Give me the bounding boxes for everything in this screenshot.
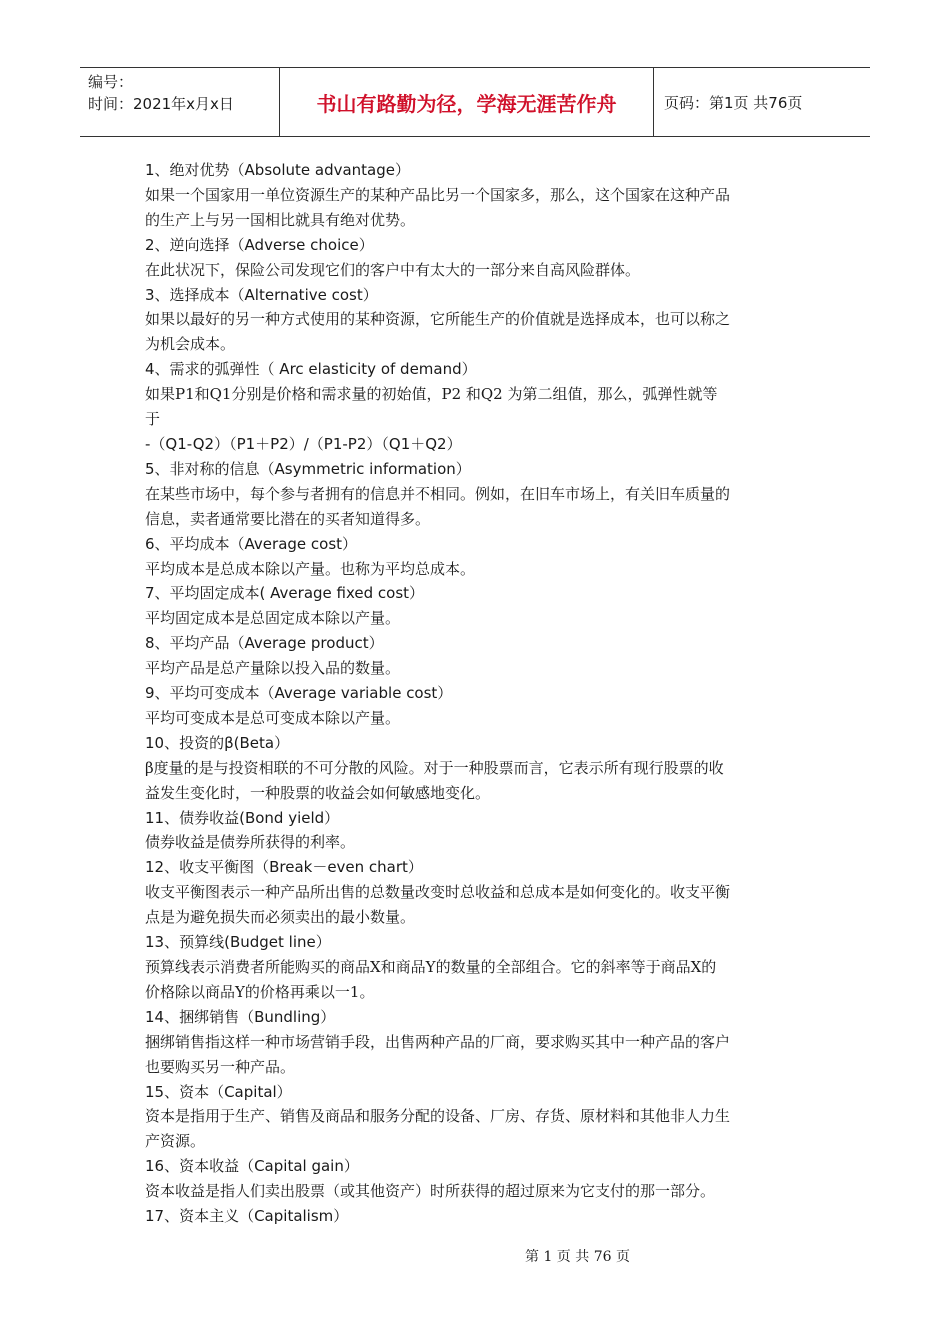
- definition-line: β度量的是与投资相联的不可分散的风险。对于一种股票而言，它表示所有现行股票的收: [145, 758, 724, 777]
- definition-line: 的生产上与另一国相比就具有绝对优势。: [145, 210, 416, 229]
- definition-line: 平均成本是总成本除以产量。也称为平均总成本。: [145, 559, 476, 578]
- term-heading: 16、资本收益（Capital gain）: [145, 1157, 359, 1176]
- term-heading: 1、绝对优势（Absolute advantage）: [145, 161, 410, 179]
- definition-line: 于: [145, 410, 161, 429]
- term-heading: 2、逆向选择（Adverse choice）: [145, 235, 374, 254]
- header-page-info: 页码：第1页 共76页: [664, 93, 803, 112]
- definition-line: 也要购买另一种产品。: [145, 1057, 296, 1076]
- definition-line: 如果P1和Q1分别是价格和需求量的初始值，P2 和Q2 为第二组值，那么，弧弹性就等: [145, 385, 718, 404]
- header-motto: 书山有路勤为径，学海无涯苦作舟: [280, 68, 654, 136]
- term-heading: 15、资本（Capital）: [145, 1082, 292, 1101]
- term-heading: 12、收支平衡图（Break－even chart）: [145, 858, 423, 877]
- term-heading: 7、平均固定成本( Average fixed cost）: [145, 584, 425, 603]
- definition-line: 预算线表示消费者所能购买的商品X和商品Y的数量的全部组合。它的斜率等于商品X的: [145, 958, 717, 976]
- header-meta: [80, 68, 280, 136]
- page-header: [80, 67, 870, 137]
- definition-line: 在某些市场中，每个参与者拥有的信息并不相同。例如，在旧车市场上，有关旧车质量的: [145, 484, 731, 503]
- definition-line: 平均固定成本是总固定成本除以产量。: [145, 609, 401, 628]
- term-heading: 11、债券收益(Bond yield）: [145, 808, 340, 827]
- definition-line: 资本收益是指人们卖出股票（或其他资产）时所获得的超过原来为它支付的那一部分。: [145, 1182, 716, 1201]
- definition-line: 在此状况下，保险公司发现它们的客户中有太大的一部分来自高风险群体。: [145, 260, 641, 279]
- number-label: 编号：: [88, 73, 134, 91]
- term-heading: 5、非对称的信息（Asymmetric information）: [145, 459, 471, 478]
- term-heading: 13、预算线(Budget line）: [145, 933, 331, 952]
- term-heading: 10、投资的β(Beta）: [145, 733, 290, 752]
- term-heading: 6、平均成本（Average cost）: [145, 534, 358, 553]
- definition-line: 价格除以商品Y的价格再乘以一1。: [145, 982, 375, 1001]
- definition-line: 为机会成本。: [145, 335, 236, 354]
- definition-line: 平均可变成本是总可变成本除以产量。: [145, 708, 401, 727]
- definition-line: 信息，卖者通常要比潜在的买者知道得多。: [145, 509, 431, 528]
- term-heading: 9、平均可变成本（Average variable cost）: [145, 684, 453, 703]
- definition-line: 资本是指用于生产、销售及商品和服务分配的设备、厂房、存货、原材料和其他非人力生: [145, 1107, 731, 1126]
- definition-line: 如果以最好的另一种方式使用的某种资源，它所能生产的价值就是选择成本，也可以称之: [145, 310, 731, 329]
- definition-line: 益发生变化时，一种股票的收益会如何敏感地变化。: [145, 783, 491, 802]
- term-heading: 4、需求的弧弹性（ Arc elasticity of demand）: [145, 360, 477, 379]
- definition-line: 收支平衡图表示一种产品所出售的总数量改变时总收益和总成本是如何变化的。收支平衡: [145, 883, 731, 902]
- term-heading: 17、资本主义（Capitalism）: [145, 1207, 349, 1226]
- term-heading: 8、平均产品（Average product）: [145, 634, 384, 653]
- definition-line: 债券收益是债券所获得的利率。: [145, 833, 356, 852]
- definition-line: 捆绑销售指这样一种市场营销手段，出售两种产品的厂商，要求购买其中一种产品的客户: [145, 1032, 731, 1051]
- definition-line: 平均产品是总产量除以投入品的数量。: [145, 659, 401, 678]
- page-footer: [0, 1246, 950, 1266]
- time-label: 时间：2021年x月x日: [88, 95, 234, 113]
- definition-line: 如果一个国家用一单位资源生产的某种产品比另一个国家多，那么，这个国家在这种产品: [145, 185, 731, 204]
- term-heading: 3、选择成本（Alternative cost）: [145, 285, 378, 304]
- term-heading: 14、捆绑销售（Bundling）: [145, 1007, 336, 1026]
- document-body: [145, 158, 810, 1229]
- term-heading: -（Q1-Q2）（P1＋P2）/（P1-P2）（Q1＋Q2）: [145, 434, 462, 453]
- footer-page-number: 第 1 页 共 76 页: [525, 1249, 630, 1265]
- definition-line: 点是为避免损失而必须卖出的最小数量。: [145, 908, 416, 927]
- definition-line: 产资源。: [145, 1132, 206, 1151]
